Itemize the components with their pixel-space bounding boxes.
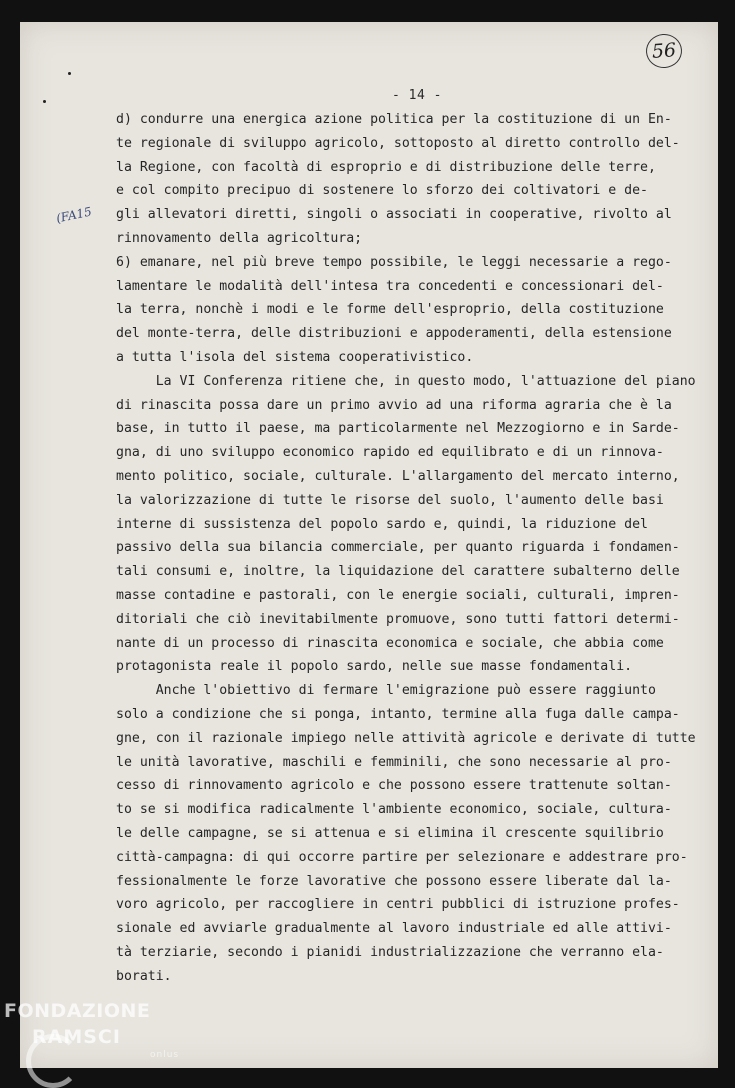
margin-annotation: (FA15 — [54, 204, 93, 226]
text-line: interne di sussistenza del popolo sardo e, quindi, la riduzione del — [116, 516, 648, 532]
text-line: cesso di rinnovamento agricolo e che possono essere trattenute soltan- — [116, 778, 672, 794]
typed-text-body — [116, 108, 706, 988]
text-line: borati. — [116, 968, 172, 984]
text-line: le delle campagne, se si attenua e si elimina il crescente squilibrio — [116, 825, 664, 841]
text-line: tali consumi e, inoltre, la liquidazione del carattere subalterno delle — [116, 564, 680, 580]
text-line: passivo della sua bilancia commerciale, per quanto riguarda i fondamen- — [116, 540, 680, 556]
text-line: mento politico, sociale, culturale. L'allargamento del mercato interno, — [116, 468, 680, 484]
text-line: gna, di uno sviluppo economico rapido ed equilibrato e di un rinnova- — [116, 445, 664, 461]
text-line: ditoriali che ciò inevitabilmente promuove, sono tutti fattori determi- — [116, 611, 680, 627]
text-line: le unità lavorative, maschili e femminili, che sono necessarie al pro- — [116, 754, 672, 770]
text-line: rinnovamento della agricoltura; — [116, 230, 363, 246]
text-line: lamentare le modalità dell'intesa tra concedenti e concessionari del- — [116, 278, 664, 294]
text-line: voro agricolo, per raccogliere in centri pubblici di istruzione profes- — [116, 897, 680, 913]
text-line: protagonista reale il popolo sardo, nelle sue masse fondamentali. — [116, 659, 633, 675]
text-line: to se si modifica radicalmente l'ambiente economico, sociale, cultura- — [116, 802, 672, 818]
paper-speck — [43, 100, 46, 103]
text-line: 6) emanare, nel più breve tempo possibile, le leggi necessarie a rego- — [116, 254, 672, 270]
text-line: la valorizzazione di tutte le risorse del suolo, l'aumento delle basi — [116, 492, 664, 508]
folio-number: 56 — [645, 33, 683, 69]
text-line: te regionale di sviluppo agricolo, sottoposto al diretto controllo del- — [116, 135, 680, 151]
text-line: la Regione, con facoltà di esproprio e di distribuzione delle terre, — [116, 159, 656, 175]
watermark-line-1: FONDAZIONE — [4, 1000, 151, 1022]
text-line: città-campagna: di qui occorre partire per selezionare e addestrare pro- — [116, 849, 688, 865]
text-line: a tutta l'isola del sistema cooperativistico. — [116, 349, 474, 365]
text-line: base, in tutto il paese, ma particolarmente nel Mezzogiorno e in Sarde- — [116, 421, 680, 437]
text-line: e col compito precipuo di sostenere lo sforzo dei coltivatori e de- — [116, 183, 648, 199]
text-line: gne, con il razionale impiego nelle attività agricole e derivate di tutte — [116, 730, 696, 746]
text-line: fessionalmente le forze lavorative che possono essere liberate dal la- — [116, 873, 672, 889]
text-line: La VI Conferenza ritiene che, in questo modo, l'attuazione del piano — [116, 373, 696, 389]
text-line: solo a condizione che si ponga, intanto, termine alla fuga dalle campa- — [116, 706, 680, 722]
archive-watermark — [4, 1000, 180, 1060]
text-line: tà terziarie, secondo i pianidi industrializzazione che verranno ela- — [116, 944, 664, 960]
text-line: gli allevatori diretti, singoli o associati in cooperative, rivolto al — [116, 207, 672, 223]
text-line: nante di un processo di rinascita economica e sociale, che abbia come — [116, 635, 664, 651]
text-line: Anche l'obiettivo di fermare l'emigrazione può essere raggiunto — [116, 683, 656, 699]
text-line: di rinascita possa dare un primo avvio ad una riforma agraria che è la — [116, 397, 672, 413]
watermark-line-2: RAMSCI — [32, 1026, 121, 1048]
page-number: - 14 - — [392, 88, 442, 103]
text-line: d) condurre una energica azione politica per la costituzione di un En- — [116, 112, 672, 127]
paper-speck — [68, 72, 71, 75]
text-line: masse contadine e pastorali, con le energie sociali, culturali, impren- — [116, 587, 680, 603]
text-line: la terra, nonchè i modi e le forme dell'esproprio, della costituzione — [116, 302, 664, 318]
watermark-suffix: onlus — [150, 1050, 180, 1060]
text-line: sionale ed avviarle gradualmente al lavoro industriale ed alle attivi- — [116, 921, 672, 937]
text-line: del monte-terra, delle distribuzioni e appoderamenti, della estensione — [116, 326, 672, 342]
